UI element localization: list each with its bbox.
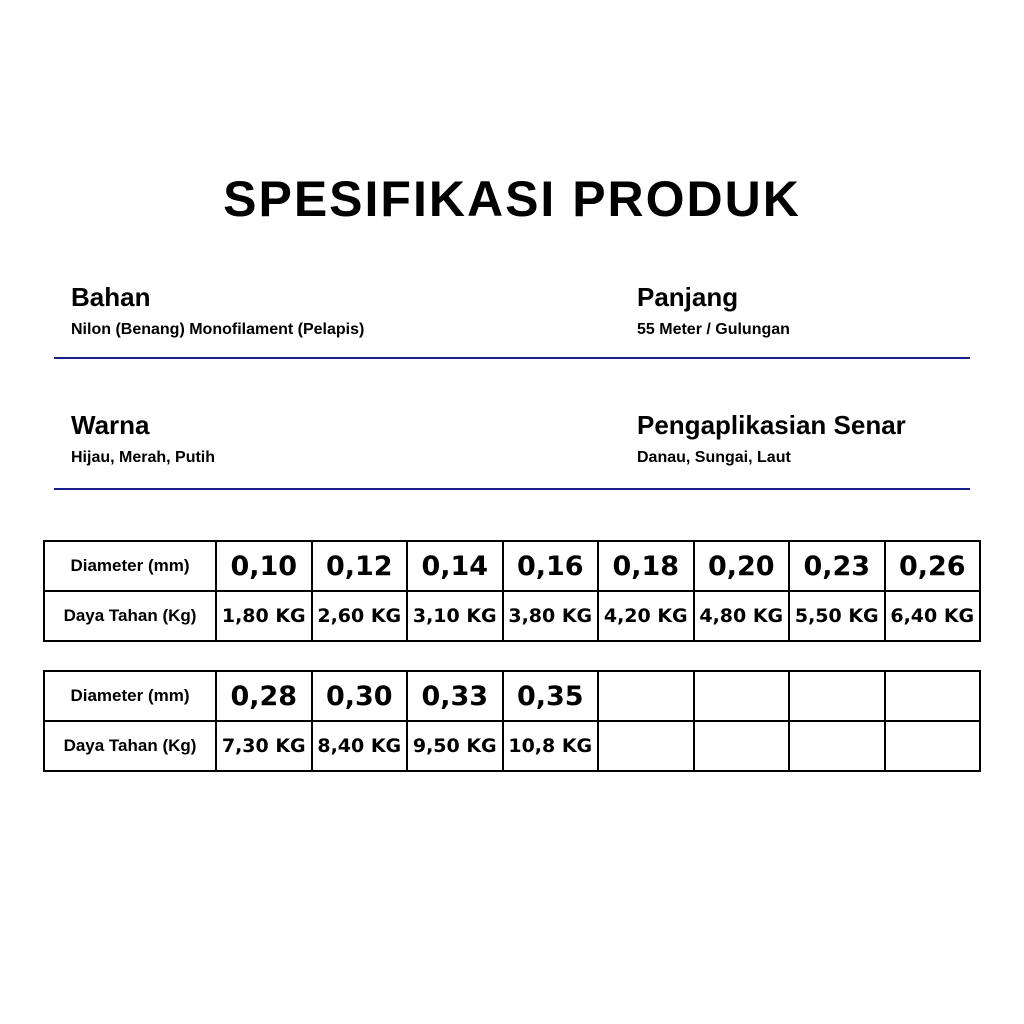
capacity-cell-empty (598, 721, 694, 771)
capacity-cell: 3,80 KG (503, 591, 599, 641)
capacity-row (44, 721, 980, 771)
diameter-row (44, 671, 980, 721)
capacity-cell: 1,80 KG (216, 591, 312, 641)
capacity-row (44, 591, 980, 641)
capacity-cell: 7,30 KG (216, 721, 312, 771)
spec-value: Danau, Sungai, Laut (637, 449, 791, 466)
diameter-cell-empty (789, 671, 885, 721)
row-header: Diameter (mm) (44, 671, 216, 721)
capacity-cell: 2,60 KG (312, 591, 408, 641)
capacity-cell-empty (694, 721, 790, 771)
capacity-cell: 6,40 KG (885, 591, 981, 641)
capacity-cell-empty (885, 721, 981, 771)
diameter-cell: 0,30 (312, 671, 408, 721)
row-header: Diameter (mm) (44, 541, 216, 591)
spec-label: Warna (71, 410, 150, 440)
diameter-cell-empty (694, 671, 790, 721)
spec-value: 55 Meter / Gulungan (637, 321, 790, 338)
diameter-cell: 0,16 (503, 541, 599, 591)
capacity-cell: 3,10 KG (407, 591, 503, 641)
spec-table-1 (43, 540, 981, 642)
spec-panjang (637, 282, 790, 340)
divider-line (54, 357, 970, 359)
capacity-cell: 8,40 KG (312, 721, 408, 771)
diameter-cell: 0,14 (407, 541, 503, 591)
row-header: Daya Tahan (Kg) (44, 721, 216, 771)
spec-bahan (71, 282, 364, 340)
page-title: SPESIFIKASI PRODUK (223, 171, 801, 227)
row-header: Daya Tahan (Kg) (44, 591, 216, 641)
diameter-row (44, 541, 980, 591)
spec-value: Nilon (Benang) Monofilament (Pelapis) (71, 321, 365, 338)
diameter-cell: 0,10 (216, 541, 312, 591)
capacity-cell: 9,50 KG (407, 721, 503, 771)
divider-line (54, 488, 970, 490)
diameter-cell: 0,23 (789, 541, 885, 591)
diameter-cell: 0,28 (216, 671, 312, 721)
spec-table-2 (43, 670, 981, 772)
spec-pengaplikasian (637, 410, 906, 468)
spec-label: Panjang (637, 282, 739, 312)
capacity-cell: 10,8 KG (503, 721, 599, 771)
spec-label: Bahan (71, 282, 151, 312)
diameter-cell: 0,18 (598, 541, 694, 591)
diameter-cell: 0,35 (503, 671, 599, 721)
spec-warna (71, 410, 215, 468)
diameter-cell-empty (598, 671, 694, 721)
diameter-cell: 0,33 (407, 671, 503, 721)
diameter-cell: 0,26 (885, 541, 981, 591)
spec-value: Hijau, Merah, Putih (71, 449, 216, 466)
capacity-cell-empty (789, 721, 885, 771)
spec-label: Pengaplikasian Senar (637, 410, 906, 440)
diameter-cell: 0,12 (312, 541, 408, 591)
capacity-cell: 5,50 KG (789, 591, 885, 641)
diameter-cell-empty (885, 671, 981, 721)
capacity-cell: 4,20 KG (598, 591, 694, 641)
diameter-cell: 0,20 (694, 541, 790, 591)
capacity-cell: 4,80 KG (694, 591, 790, 641)
